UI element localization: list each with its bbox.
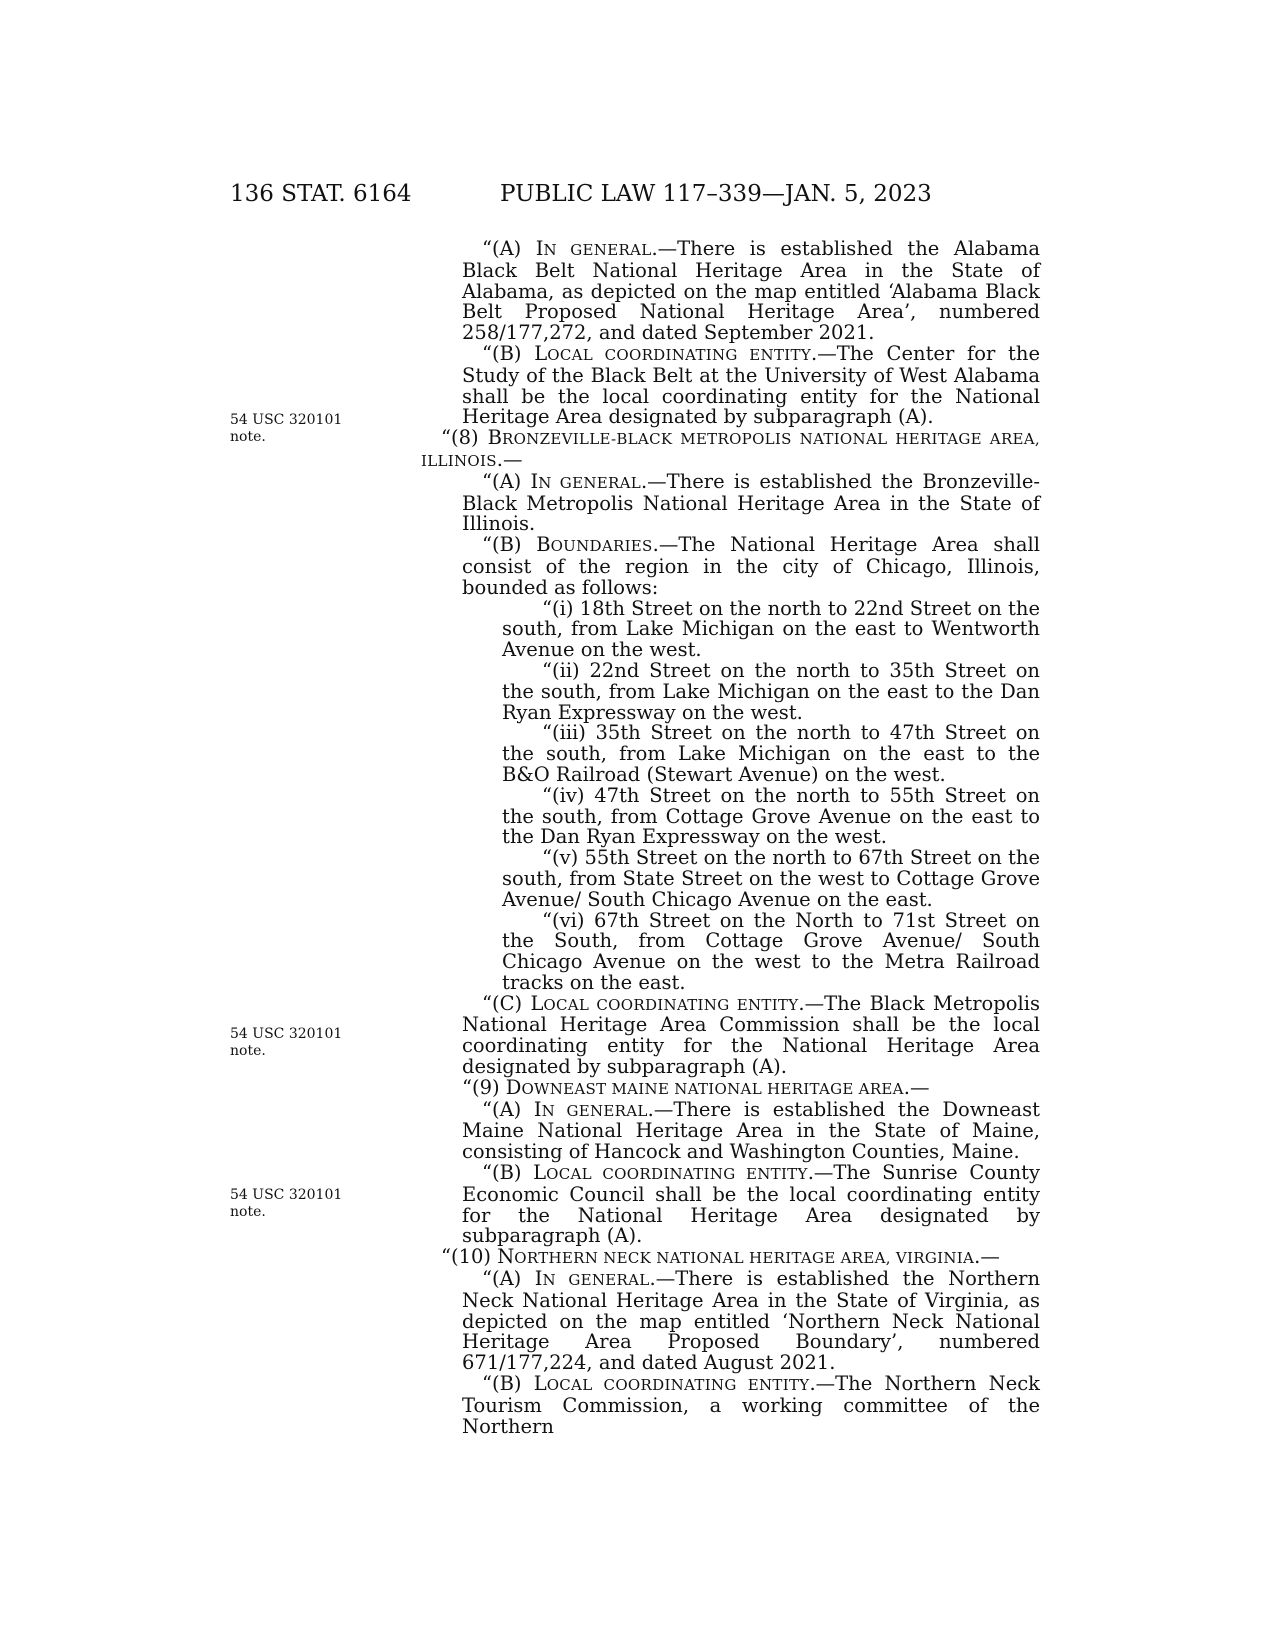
margin-note — [230, 1187, 342, 1221]
paragraph-10-heading: “(10) NORTHERN NECK NATIONAL HERITAGE AREA, VIRGINIA.— — [441, 1245, 1000, 1269]
subparagraph-a-downeast: “(A) IN GENERAL.—There is established the Downeast Maine National Heritage Area in the State of Maine, consisting of Hancock and Washington Counties, Maine. — [462, 1097, 1041, 1164]
subparagraph-a-alabama: “(A) IN GENERAL.—There is established the Alabama Black Belt National Heritage Area in the State of Alabama, as depicted on the map entitled ‘Alabama Black Belt Proposed National Heritage Area’, numbered 258/177,272, and dated September 2021. — [462, 237, 1040, 345]
clause-iii: “(iii) 35th Street on the north to 47th Street on the south, from Lake Michigan on the east to the B&O Railroad (Stewart Avenue) on the west. — [502, 721, 1040, 786]
clause-iv: “(iv) 47th Street on the north to 55th Street on the south, from Cottage Grove Avenue on the east to the Dan Ryan Expressway on the west. — [502, 783, 1040, 849]
subparagraph-b-boundaries: “(B) BOUNDARIES.—The National Heritage Area shall consist of the region in the city of Chicago, Illinois, bounded as follows: — [462, 533, 1041, 599]
margin-note-code: 54 USC 320101 — [230, 412, 343, 428]
margin-note-code: 54 USC 320101 — [230, 1187, 343, 1203]
subparagraph-b-downeast: “(B) LOCAL COORDINATING ENTITY.—The Sunrise County Economic Council shall be the local coordinating entity for the National Heritage Area designated by subparagraph (A). — [462, 1161, 1040, 1248]
margin-note-label: note. — [230, 1043, 266, 1059]
clause-ii: “(ii) 22nd Street on the north to 35th Street on the south, from Lake Michigan on the east to the Dan Ryan Expressway on the west. — [502, 658, 1040, 724]
subparagraph-b-northern-neck: “(B) LOCAL COORDINATING ENTITY.—The Northern Neck Tourism Commission, a working committee of the Northern — [462, 1372, 1040, 1438]
clause-i: “(i) 18th Street on the north to 22nd Street on the south, from Lake Michigan on the east to Wentworth Avenue on the west. — [502, 596, 1040, 662]
margin-note-code: 54 USC 320101 — [230, 1026, 343, 1042]
subparagraph-b-alabama: “(B) LOCAL COORDINATING ENTITY.—The Center for the Study of the Black Belt at the University of West Alabama shall be the local coordinating entity for the National Heritage Area designated by subparagraph (A). — [462, 341, 1040, 429]
subparagraph-c-bronzeville: “(C) LOCAL COORDINATING ENTITY.—The Black Metropolis National Heritage Area Commission shall be the local coordinating entity for the National Heritage Area designated by subparagraph (A). — [462, 991, 1040, 1079]
page-header-title: PUBLIC LAW 117–339—JAN. 5, 2023 — [500, 181, 932, 207]
clause-vi: “(vi) 67th Street on the North to 71st Street on the South, from Cottage Grove Avenue/ South Chicago Avenue on the west to the Metra Railroad tracks on the east. — [502, 908, 1040, 994]
margin-note-label: note. — [230, 429, 266, 445]
subparagraph-a-bronzeville: “(A) IN GENERAL.—There is established the Bronzeville-Black Metropolis National Heritage Area in the State of Illinois. — [462, 469, 1041, 536]
paragraph-8-heading: “(8) BRONZEVILLE-BLACK METROPOLIS NATIONAL HERITAGE AREA, ILLINOIS.— — [421, 426, 1040, 471]
page-stat-number: 136 STAT. 6164 — [230, 181, 412, 207]
margin-note — [230, 1026, 342, 1060]
margin-note-label: note. — [230, 1204, 266, 1220]
subparagraph-a-northern-neck: “(A) IN GENERAL.—There is established the Northern Neck National Heritage Area in the State of Virginia, as depicted on the map entitled ‘Northern Neck National Heritage Area Proposed Boundary’, numbered 671/177,224, and dated August 2021. — [462, 1267, 1041, 1375]
paragraph-9-heading: “(9) DOWNEAST MAINE NATIONAL HERITAGE AREA.— — [462, 1075, 930, 1099]
margin-note — [230, 412, 342, 446]
clause-v: “(v) 55th Street on the north to 67th Street on the south, from State Street on the west to Cottage Grove Avenue/ South Chicago Avenue on the east. — [502, 846, 1040, 911]
statute-body — [421, 237, 1041, 1438]
